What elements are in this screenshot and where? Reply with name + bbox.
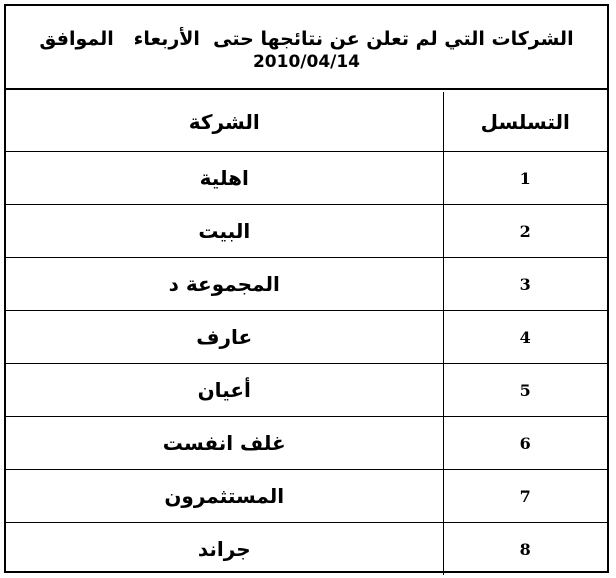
row-sequence: 8 [443, 523, 607, 576]
table-row [6, 417, 607, 470]
document-sheet [4, 4, 609, 573]
row-sequence: 1 [443, 152, 607, 205]
header-company: الشركة [6, 92, 443, 152]
row-company: اهلية [6, 152, 443, 205]
header-sequence: التسلسل [443, 92, 607, 152]
row-company: المستثمرون [6, 470, 443, 523]
companies-table [6, 92, 607, 575]
row-sequence: 5 [443, 364, 607, 417]
table-row [6, 205, 607, 258]
row-sequence: 2 [443, 205, 607, 258]
row-company: أعيان [6, 364, 443, 417]
table-row [6, 311, 607, 364]
row-company: جراند [6, 523, 443, 576]
table-row [6, 364, 607, 417]
row-sequence: 7 [443, 470, 607, 523]
table-row [6, 152, 607, 205]
table-row [6, 470, 607, 523]
table-row [6, 523, 607, 576]
table-header-row [6, 92, 607, 152]
row-sequence: 3 [443, 258, 607, 311]
row-company: المجموعة د [6, 258, 443, 311]
row-sequence: 4 [443, 311, 607, 364]
row-company: البيت [6, 205, 443, 258]
title-date: 2010/04/14 [252, 52, 361, 72]
table-row [6, 258, 607, 311]
page-title: الشركات التي لم تعلن عن نتائجها حتى الأربعاء الموافق [39, 28, 574, 50]
row-sequence: 6 [443, 417, 607, 470]
row-company: عارف [6, 311, 443, 364]
row-company: غلف انفست [6, 417, 443, 470]
title-block [6, 6, 607, 90]
